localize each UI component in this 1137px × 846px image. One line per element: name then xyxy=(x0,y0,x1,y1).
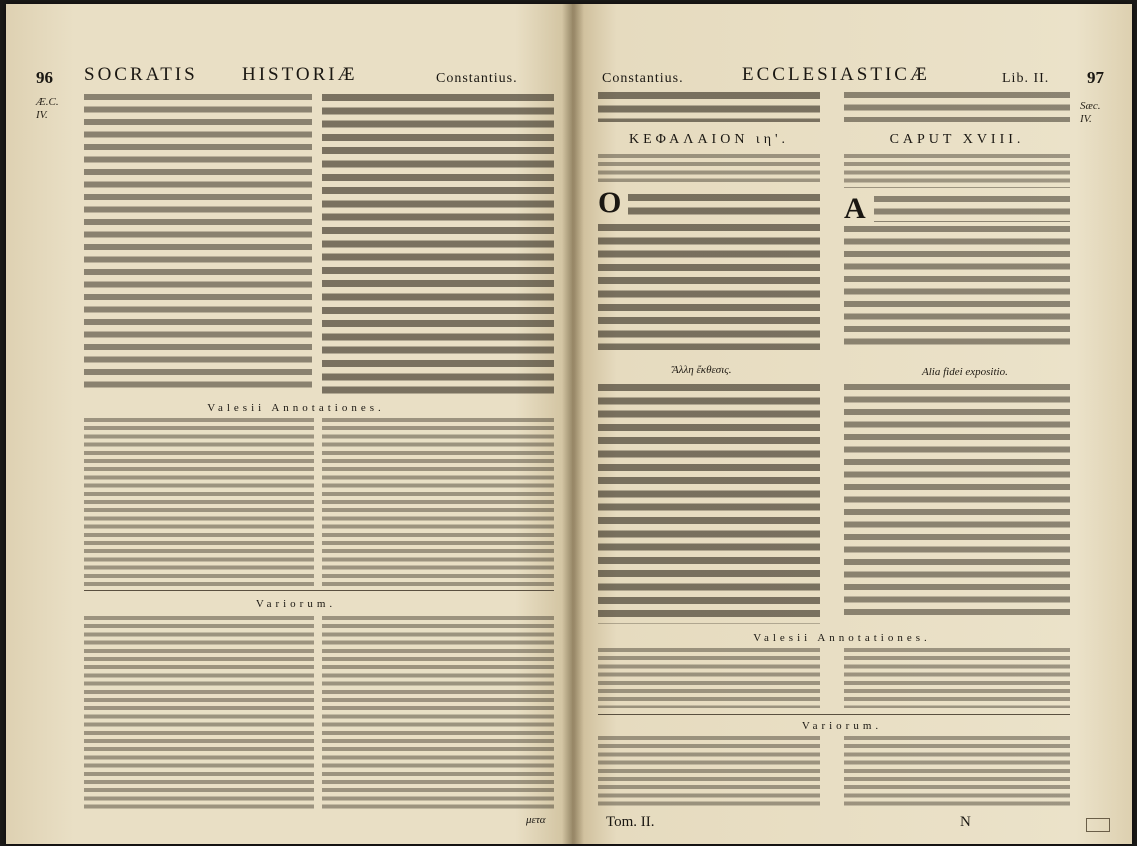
valesii-notes-col-1 xyxy=(84,418,314,586)
margin-date-left: Æ.C. IV. xyxy=(36,96,59,121)
latin-creed-text xyxy=(844,384,1070,620)
page-number-left: 96 xyxy=(36,68,53,87)
greek-initial: Ο xyxy=(598,186,622,219)
book-spread xyxy=(6,4,1132,844)
variorum-notes-col-2 xyxy=(322,616,554,810)
margin-date-right: Sæc. IV. xyxy=(1080,100,1101,125)
latin-initial-text xyxy=(874,196,1070,222)
library-stamp xyxy=(1086,818,1110,832)
right-page xyxy=(572,4,1132,844)
running-head-lib: Lib. II. xyxy=(1002,71,1050,86)
latin-top-paragraph xyxy=(844,92,1070,122)
greek-initial-text xyxy=(628,194,820,220)
footnote-heading-variorum-right: Variorum. xyxy=(801,720,883,732)
greek-main-text xyxy=(598,224,820,350)
latin-initial: A xyxy=(844,192,866,225)
greek-divider: Ἄλλη ἔκθεσις. xyxy=(672,364,732,376)
latin-chapter-heading: CAPUT XVIII. xyxy=(889,132,1025,147)
catchword: μετα xyxy=(526,814,546,826)
valesii-right-col-1 xyxy=(598,648,820,708)
latin-text-column xyxy=(84,94,312,394)
greek-creed-text xyxy=(598,384,820,624)
valesii-right-col-2 xyxy=(844,648,1070,708)
variorum-notes-col-1 xyxy=(84,616,314,810)
greek-chapter-heading: ΚΕΦΑΛΑΙΟΝ ιη'. xyxy=(628,132,790,147)
running-head-socratis: SOCRATIS xyxy=(84,64,198,85)
greek-text-column xyxy=(322,94,554,398)
running-head-constantius-right: Constantius. xyxy=(602,71,684,86)
running-head-constantius-left: Constantius. xyxy=(436,71,518,86)
signature-tome: Tom. II. xyxy=(606,814,655,830)
running-head-historiae: HISTORIÆ xyxy=(242,64,358,85)
latin-divider: Alia fidei expositio. xyxy=(922,366,1008,378)
greek-chapter-summary xyxy=(598,154,820,182)
footnote-heading-valesii-left: Valesii Annotationes. xyxy=(207,402,385,414)
book-gutter xyxy=(562,4,584,844)
footnote-heading-variorum-left: Variorum. xyxy=(255,598,337,610)
latin-chapter-summary xyxy=(844,154,1070,188)
valesii-notes-col-2 xyxy=(322,418,554,586)
rule-left xyxy=(84,590,554,591)
latin-main-text xyxy=(844,226,1070,350)
running-head-ecclesiasticae: ECCLESIASTICÆ xyxy=(742,64,930,85)
variorum-right-col-2 xyxy=(844,736,1070,808)
variorum-right-col-1 xyxy=(598,736,820,808)
page-number-right: 97 xyxy=(1087,68,1104,87)
footnote-heading-valesii-right: Valesii Annotationes. xyxy=(753,632,931,644)
signature-mark: N xyxy=(960,814,971,830)
left-page xyxy=(6,4,572,844)
greek-top-paragraph xyxy=(598,92,820,122)
rule-right xyxy=(598,714,1070,715)
